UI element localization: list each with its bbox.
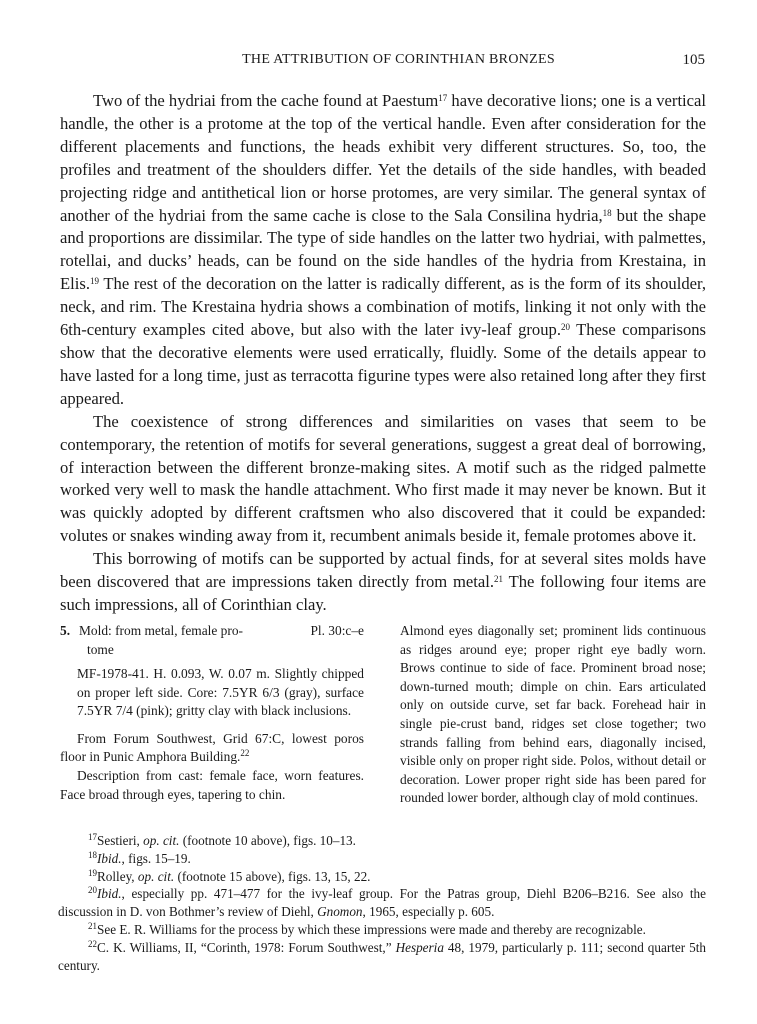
footnote: $^{17}$Sestieri, op. cit. (footnote 10 above), figs. 10–13.: [88, 832, 356, 848]
entry-description-continued: Almond eyes diagonally set; prominent lids continuous as ridges around eye; proper right eye badly worn. Brows continue to side of face. Prominent broad nose; down-turned mouth; dimple on chin. Ears articulated only on outside curve, set far back. Forehead hair in single pie-crust band, ridges set close together; two strands falling from behind ears, diagonally incised, visible only on proper right side. Polos, without detail or decoration. Lower proper right side has been pared for rounded lower border, although clay of mold continues.: [400, 623, 706, 806]
plate-reference: Pl. 30:c–e: [310, 623, 364, 638]
entry-title: Mold: from metal, female pro- tome: [79, 623, 243, 657]
footnote-ref[interactable]: 17: [438, 93, 448, 103]
catalog-right-column: [400, 622, 706, 808]
page-number: 105: [682, 52, 705, 68]
footnotes: [58, 832, 706, 974]
footnote: $^{19}$Rolley, op. cit. (footnote 15 above), figs. 13, 15, 22.: [88, 867, 371, 884]
main-text: [60, 90, 706, 617]
paragraph: The coexistence of strong differences and similarities on vases that seem to be contemporary, the retention of motifs for several generations, suggest a great deal of borrowing, of interaction between the different bronze-making sites. A motif such as the ridged palmette worked very well to mask the handle attachment. Who first made it may never be known. But it was quickly adopted by different craftsmen who also discovered that it could be expanded: volutes or snakes winding away from it, recumbent animals beside it, female protomes above it.: [60, 411, 706, 546]
catalog-entry: [60, 622, 706, 822]
footnote: $^{18}$Ibid., figs. 15–19.: [88, 849, 191, 866]
catalog-left-column: [60, 622, 364, 804]
entry-findspot: From Forum Southwest, Grid 67:C, lowest poros floor in Punic Amphora Building.$^{22}$: [60, 730, 364, 765]
paragraph: This borrowing of motifs can be supported by actual finds, for at several sites molds have been discovered that are impressions taken directly from metal.$^{21}$ The following four items are such impressions, all of Corinthian clay.: [60, 549, 707, 614]
footnote-ref[interactable]: 18: [602, 207, 612, 218]
footnote-ref[interactable]: 22: [240, 748, 250, 759]
running-title: THE ATTRIBUTION OF CORINTHIAN BRONZES: [242, 52, 555, 67]
footnote: $^{21}$See E. R. Williams for the process by which these impressions were made and thereby are recognizable.: [88, 920, 646, 937]
footnote-ref[interactable]: 19: [89, 276, 99, 287]
entry-number: 5.: [60, 623, 71, 638]
footnote-ref[interactable]: 21: [494, 574, 504, 585]
footnote-ref[interactable]: 20: [560, 322, 570, 333]
entry-heading: [60, 622, 364, 659]
footnote: $^{22}$C. K. Williams, II, “Corinth, 1978: Forum Southwest,” Hesperia 48, 1979, particularly p. 111; second quarter 5th century.: [58, 938, 706, 973]
entry-specs: MF-1978-41. H. 0.093, W. 0.07 m. Slightly chipped on proper left side. Core: 7.5YR 6/3 (gray), surface 7.5YR 7/4 (pink); gritty clay with black inclusions.: [77, 666, 364, 719]
page-header: [92, 52, 705, 72]
footnote: $^{20}$Ibid., especially pp. 471–477 for the ivy-leaf group. For the Patras group, Diehl B206–B216. See also the discussion in D. von Bothmer’s review of Diehl, Gnomon, 1965, especially p. 605.: [58, 885, 706, 920]
entry-description: Description from cast: female face, worn features. Face broad through eyes, tapering to chin.: [60, 767, 364, 802]
paragraph: Two of the hydriai from the cache found at Paestum$^{17}$ have decorative lions; one is a vertical handle, the other is a protome at the top of the vertical handle. Even after consideration for the different placements and functions, the heads exhibit very different structures. So, too, the profiles and treatment of the shoulders differ. Yet the details of the side handles, with beaded projecting ridge and antithetical lion or horse protomes, are very similar. The general syntax of another of the hydriai from the same cache is close to the Sala Consilina hydria,$^{18}$ but the shape and proportions are dissimilar. The type of side handles on the latter two hydriai, with palmettes, rotellai, and ducks’ heads, can be found on the side handles of the hydria from Krestaina, in Elis.$^{19}$ The rest of the decoration on the latter is radically different, as is the form of its shoulder, neck, and rim. The Krestaina hydria shows a combination of motifs, linking it not only with the 6th-century examples cited above, but also with the later ivy-leaf group.$^{20}$ These comparisons show that the decorative elements were used erratically, fluidly. Some of the details appear to have lasted for a long time, just as terracotta figurine types were also retained long after they first appeared.: [60, 91, 706, 408]
